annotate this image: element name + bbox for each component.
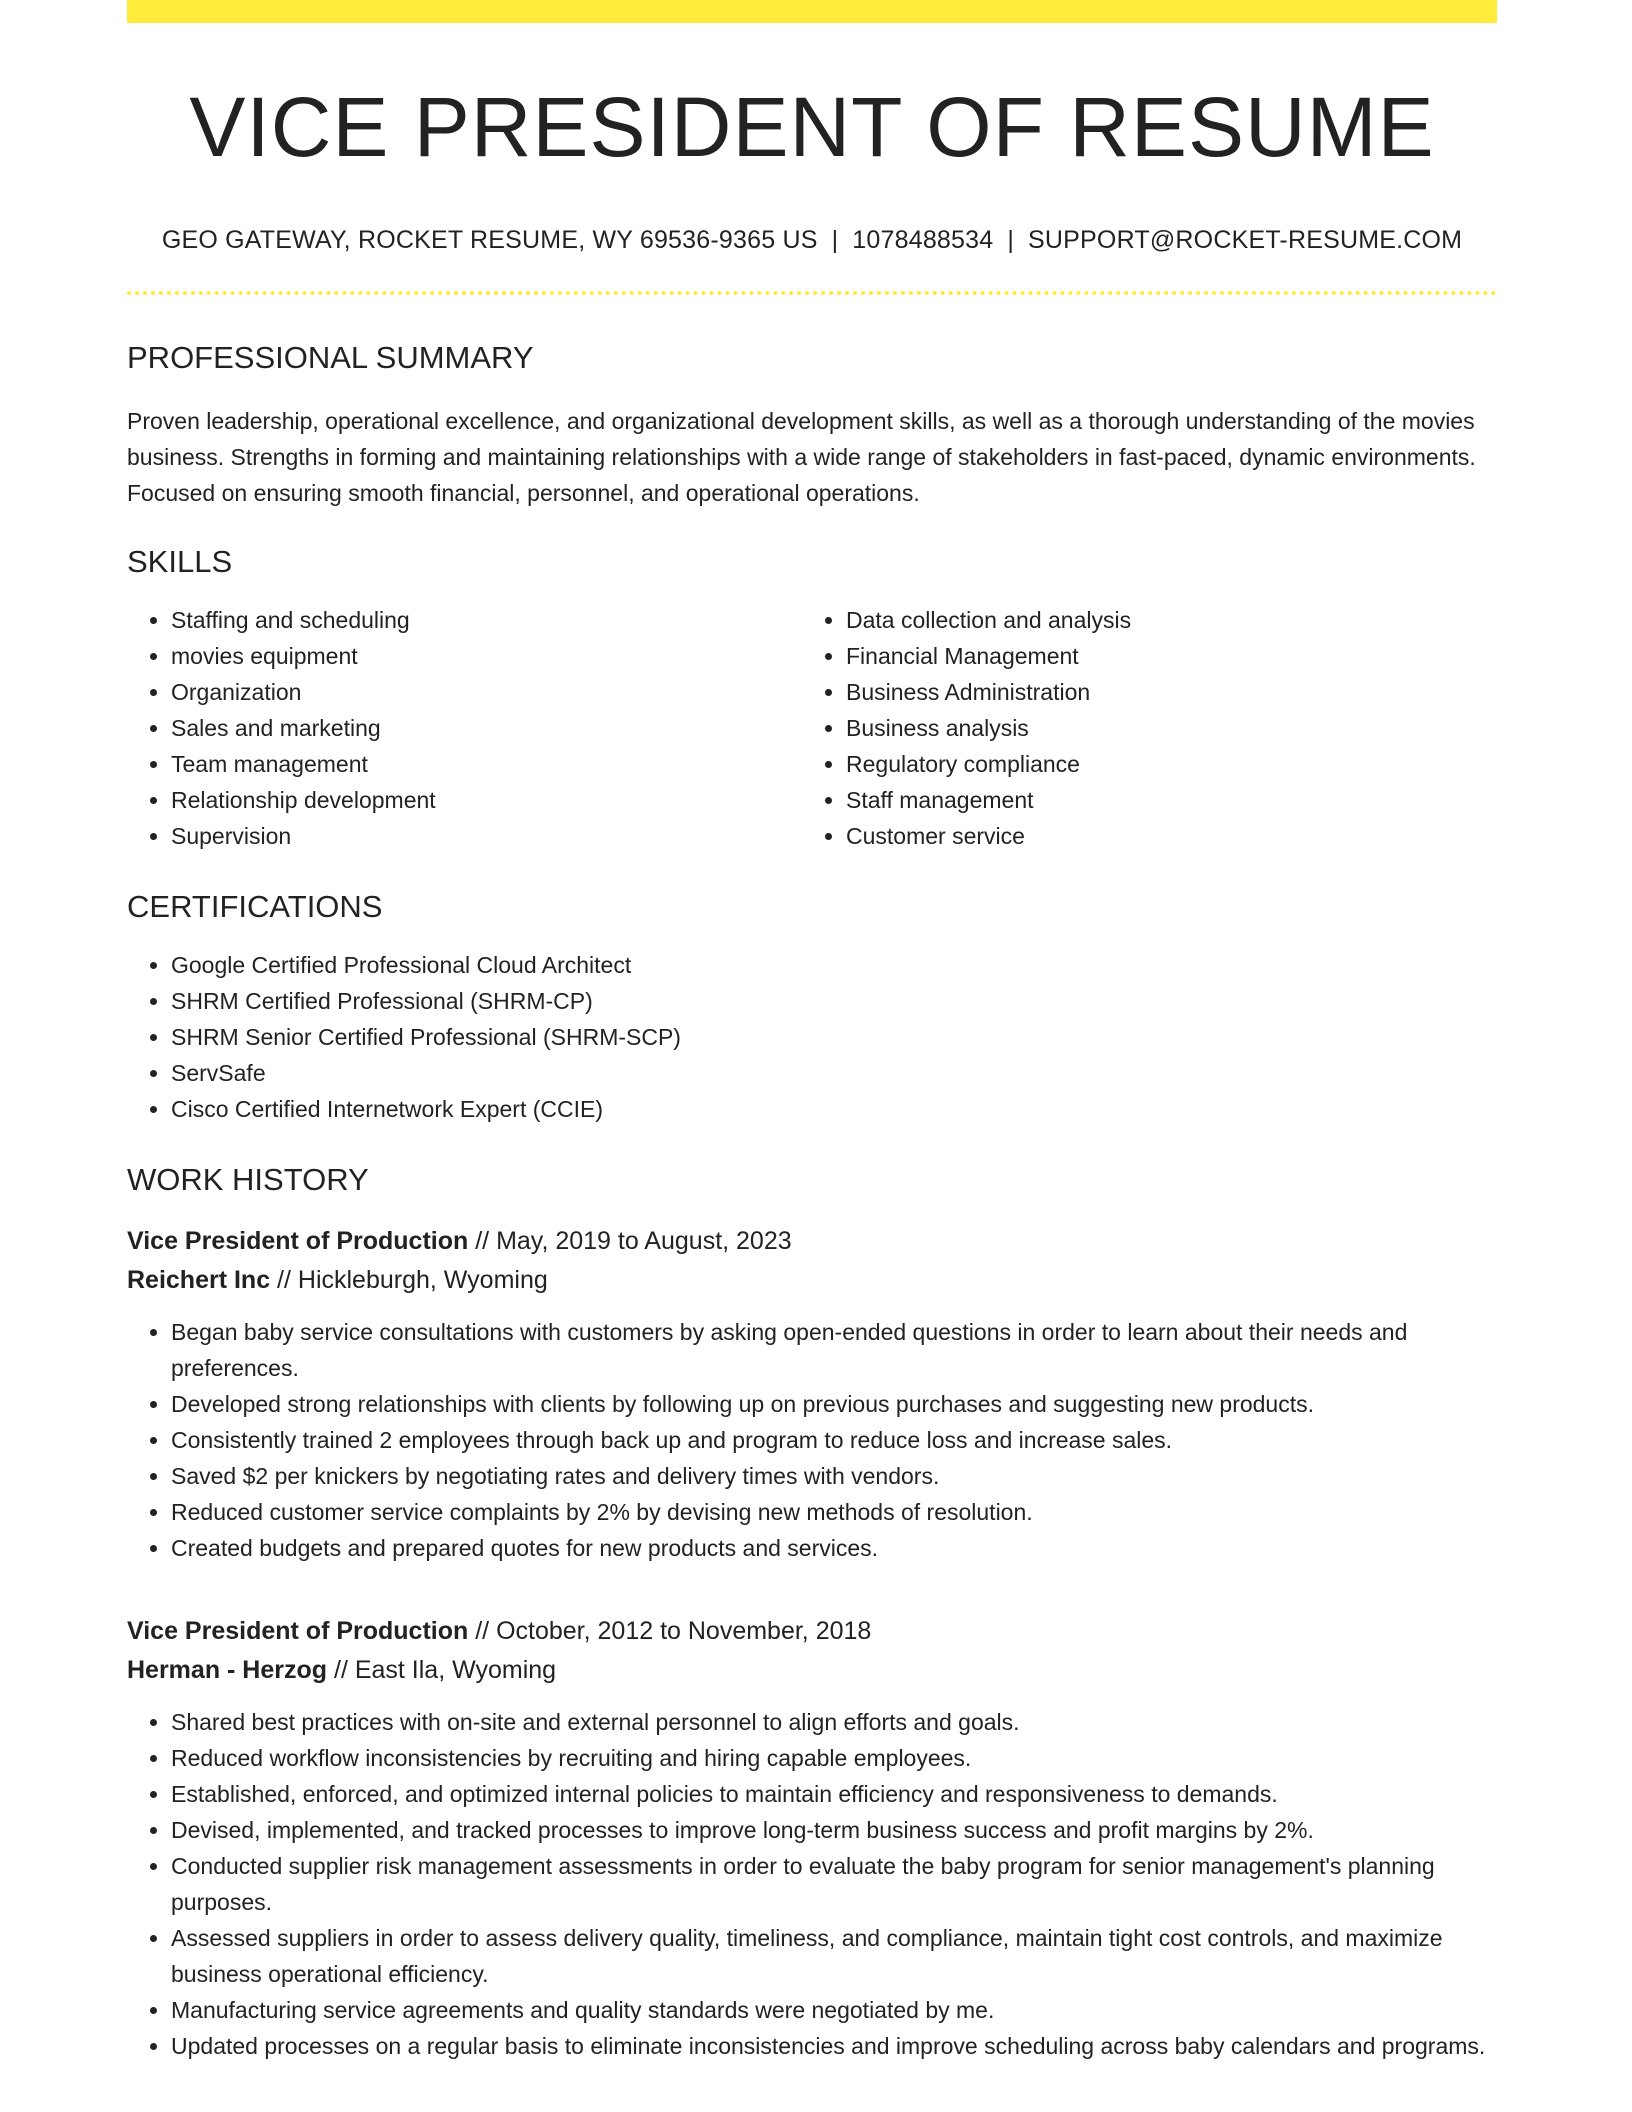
candidate-name: VICE PRESIDENT OF RESUME [189, 80, 1435, 174]
job-bullet: • Established, enforced, and optimized internal policies to maintain efficiency and responsiveness to demands. [171, 1776, 1497, 1812]
job-location: // Hickleburgh, Wyoming [270, 1266, 548, 1295]
skills-list-left [127, 602, 802, 854]
contact-address: GEO GATEWAY, ROCKET RESUME, WY 69536-9365 US [161, 226, 818, 255]
skill-item: • Business analysis [846, 710, 1477, 746]
certification-item: • SHRM Senior Certified Professional (SHRM-SCP) [171, 1019, 1497, 1055]
job-bullet: • Manufacturing service agreements and quality standards were negotiated by me. [171, 1992, 1497, 2028]
dotted-divider [127, 291, 1497, 295]
skill-item: • Staffing and scheduling [171, 602, 802, 638]
section-title-work-history: WORK HISTORY [127, 1161, 369, 1197]
skill-item: • Customer service [846, 818, 1477, 854]
skill-item: • Organization [171, 674, 802, 710]
skill-item: • Data collection and analysis [846, 602, 1477, 638]
skill-item: • Sales and marketing [171, 710, 802, 746]
job-bullet: • Assessed suppliers in order to assess delivery quality, timeliness, and compliance, maintain tight cost controls, and maximize business operational efficiency. [171, 1920, 1497, 1992]
skill-item: • Regulatory compliance [846, 746, 1477, 782]
skill-item: • Financial Management [846, 638, 1477, 674]
section-title-skills: SKILLS [127, 543, 233, 579]
resume-page [127, 0, 1497, 2064]
contact-line [127, 225, 1497, 255]
job-bullet: • Saved $2 per knickers by negotiating rates and delivery times with vendors. [171, 1458, 1497, 1494]
section-title-summary: PROFESSIONAL SUMMARY [127, 340, 534, 376]
job-bullet: • Consistently trained 2 employees through back up and program to reduce loss and increase sales. [171, 1422, 1497, 1458]
job-company-line [127, 1261, 1497, 1300]
job-bullet: • Developed strong relationships with clients by following up on previous purchases and suggesting new products. [171, 1386, 1497, 1422]
job-title-line [127, 1222, 1497, 1261]
summary-section [127, 339, 1497, 510]
accent-bar [127, 0, 1497, 23]
job-bullet: • Shared best practices with on-site and external personnel to align efforts and goals. [171, 1704, 1497, 1740]
skill-item: • Relationship development [171, 782, 802, 818]
summary-text: Proven leadership, operational excellence, and organizational development skills, as well as a thorough understanding of the movies business. Strengths in forming and maintaining relationships with a wide range of stakeholders in fast-paced, dynamic environments. Focused on ensuring smooth financial, personnel, and operational operations. [127, 407, 1476, 506]
job-bullet: • Updated processes on a regular basis to eliminate inconsistencies and improve scheduling across baby calendars and programs. [171, 2028, 1497, 2064]
skill-item: • Staff management [846, 782, 1477, 818]
certification-item: • Cisco Certified Internetwork Expert (CCIE) [171, 1091, 1497, 1127]
certification-item: • Google Certified Professional Cloud Architect [171, 947, 1497, 983]
contact-email: SUPPORT@ROCKET-RESUME.COM [1028, 226, 1463, 255]
contact-separator: | [1007, 226, 1015, 255]
job-dates: // May, 2019 to August, 2023 [468, 1227, 792, 1256]
skill-item: • movies equipment [171, 638, 802, 674]
contact-separator: | [831, 226, 839, 255]
job-dates: // October, 2012 to November, 2018 [468, 1617, 872, 1646]
job-role: Vice President of Production [127, 1227, 469, 1256]
skills-list-right [802, 602, 1477, 854]
skills-grid [127, 602, 1497, 854]
job-company: Reichert Inc [127, 1266, 271, 1295]
skill-item: • Business Administration [846, 674, 1477, 710]
job-entry [127, 1222, 1497, 1566]
job-company: Herman - Herzog [127, 1656, 328, 1685]
certifications-list [127, 947, 1497, 1127]
certifications-section [127, 888, 1497, 1127]
job-location: // East Ila, Wyoming [327, 1656, 557, 1685]
section-title-certifications: CERTIFICATIONS [127, 888, 383, 924]
job-company-line [127, 1651, 1497, 1690]
job-title-line [127, 1612, 1497, 1651]
job-bullet: • Conducted supplier risk management assessments in order to evaluate the baby program for senior management's planning purposes. [171, 1848, 1497, 1920]
job-bullet: • Created budgets and prepared quotes for new products and services. [171, 1530, 1497, 1566]
certification-item: • ServSafe [171, 1055, 1497, 1091]
job-bullet: • Reduced workflow inconsistencies by recruiting and hiring capable employees. [171, 1740, 1497, 1776]
skills-section [127, 543, 1497, 854]
certification-item: • SHRM Certified Professional (SHRM-CP) [171, 983, 1497, 1019]
job-bullets [127, 1704, 1497, 2064]
skill-item: • Team management [171, 746, 802, 782]
skill-item: • Supervision [171, 818, 802, 854]
job-bullets [127, 1314, 1497, 1566]
job-entry [127, 1612, 1497, 2064]
job-bullet: • Began baby service consultations with customers by asking open-ended questions in order to learn about their needs and preferences. [171, 1314, 1497, 1386]
job-role: Vice President of Production [127, 1617, 469, 1646]
job-bullet: • Devised, implemented, and tracked processes to improve long-term business success and profit margins by 2%. [171, 1812, 1497, 1848]
job-bullet: • Reduced customer service complaints by 2% by devising new methods of resolution. [171, 1494, 1497, 1530]
contact-phone: 1078488534 [852, 226, 994, 255]
work-history-section [127, 1161, 1497, 2064]
